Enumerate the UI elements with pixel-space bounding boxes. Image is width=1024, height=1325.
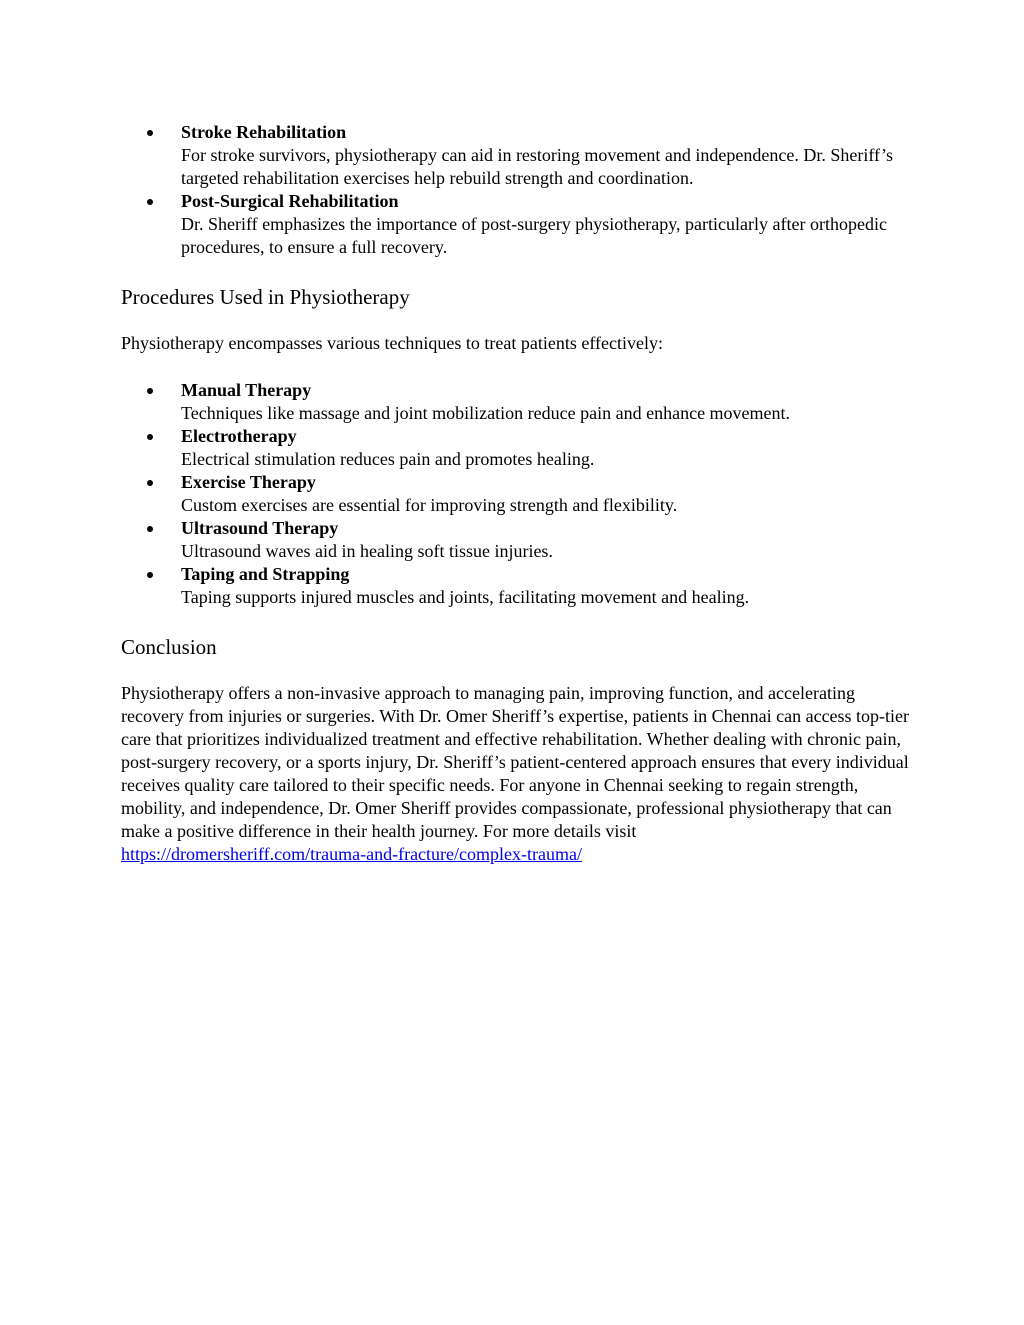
conclusion-paragraph bbox=[121, 682, 911, 866]
list-item bbox=[121, 517, 921, 563]
bullet-icon bbox=[147, 199, 153, 205]
list-item-description: Dr. Sheriff emphasizes the importance of post-surgery physiotherapy, particularly after orthopedic procedures, to ensure a full recovery. bbox=[181, 214, 887, 257]
list-item bbox=[121, 471, 921, 517]
list-item-title: Exercise Therapy bbox=[181, 472, 316, 492]
list-item-title: Manual Therapy bbox=[181, 380, 312, 400]
list-item-description: For stroke survivors, physiotherapy can aid in restoring movement and independence. Dr. Sheriff’s targeted rehabilitation exercises help rebuild strength and coordination. bbox=[181, 145, 894, 188]
list-item-description: Techniques like massage and joint mobilization reduce pain and enhance movement. bbox=[181, 403, 791, 423]
list-item-title: Stroke Rehabilitation bbox=[181, 122, 347, 142]
rehabilitation-list bbox=[121, 121, 921, 259]
list-item-title: Electrotherapy bbox=[181, 426, 297, 446]
bullet-icon bbox=[147, 572, 153, 578]
list-item bbox=[121, 425, 921, 471]
procedures-intro: Physiotherapy encompasses various techniques to treat patients effectively: bbox=[121, 333, 664, 353]
list-item-description: Taping supports injured muscles and joints, facilitating movement and healing. bbox=[181, 587, 750, 607]
list-item-title: Taping and Strapping bbox=[181, 564, 350, 584]
list-item-description: Ultrasound waves aid in healing soft tissue injuries. bbox=[181, 541, 553, 561]
conclusion-body: Physiotherapy offers a non-invasive approach to managing pain, improving function, and accelerating recovery from injuries or surgeries. With Dr. Omer Sheriff’s expertise, patients in Chennai can access top-tier care that prioritizes individualized treatment and effective rehabilitation. Whether dealing with chronic pain, post-surgery recovery, or a sports injury, Dr. Sheriff’s patient-centered approach ensures that every individual receives quality care tailored to their specific needs. For anyone in Chennai seeking to regain strength, mobility, and independence, Dr. Omer Sheriff provides compassionate, professional physiotherapy that can make a positive difference in their health journey. For more details visit bbox=[121, 683, 910, 841]
procedures-heading: Procedures Used in Physiotherapy bbox=[121, 285, 410, 309]
details-link[interactable]: https://dromersheriff.com/trauma-and-fracture/complex-trauma/ bbox=[121, 844, 582, 864]
conclusion-heading: Conclusion bbox=[121, 635, 217, 659]
list-item bbox=[121, 190, 921, 259]
list-item bbox=[121, 379, 921, 425]
list-item bbox=[121, 563, 921, 609]
bullet-icon bbox=[147, 434, 153, 440]
list-item-description: Electrical stimulation reduces pain and promotes healing. bbox=[181, 449, 595, 469]
bullet-icon bbox=[147, 526, 153, 532]
list-item-title: Post-Surgical Rehabilitation bbox=[181, 191, 399, 211]
list-item-description: Custom exercises are essential for improving strength and flexibility. bbox=[181, 495, 678, 515]
bullet-icon bbox=[147, 480, 153, 486]
list-item-title: Ultrasound Therapy bbox=[181, 518, 339, 538]
bullet-icon bbox=[147, 388, 153, 394]
bullet-icon bbox=[147, 130, 153, 136]
list-item bbox=[121, 121, 921, 190]
procedures-list bbox=[121, 379, 921, 609]
